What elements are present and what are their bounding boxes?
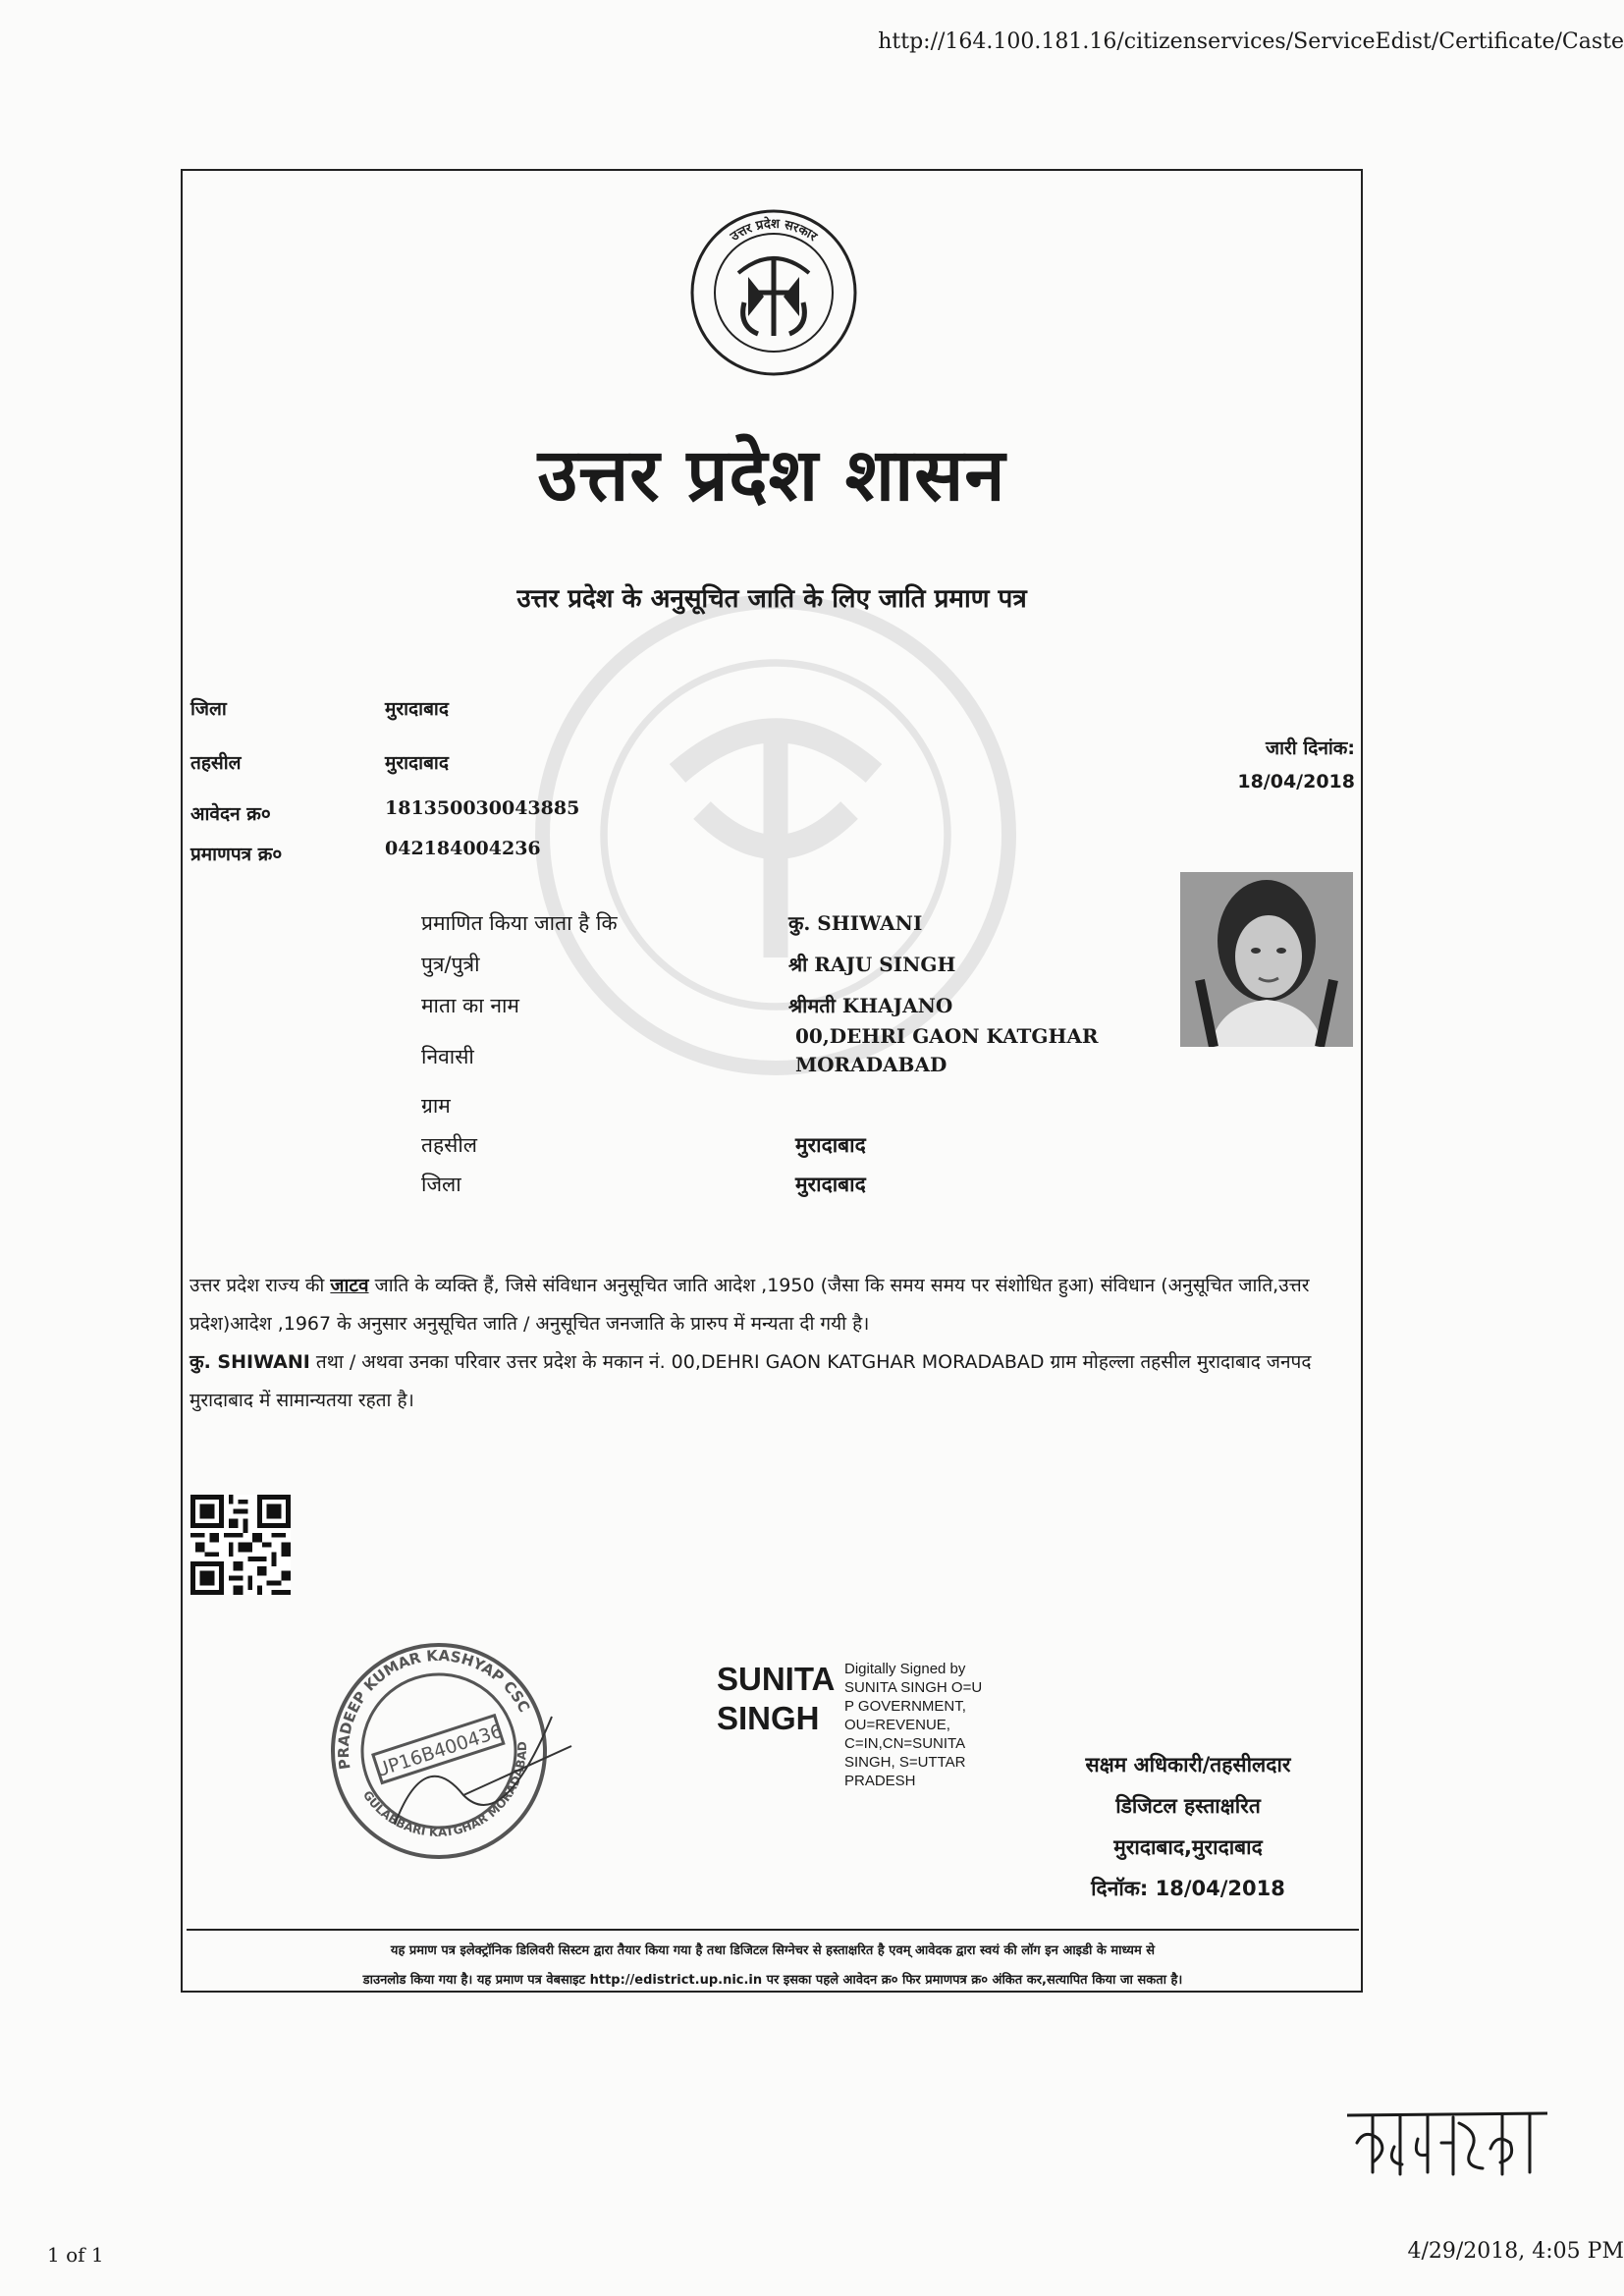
emblem-text: उत्तर प्रदेश सरकार — [728, 216, 820, 245]
applicant-photo — [1180, 872, 1353, 1047]
mother-label: माता का नाम — [421, 994, 519, 1017]
father-name: श्री RAJU SINGH — [788, 953, 956, 976]
mother-name: श्रीमती KHAJANO — [788, 994, 953, 1017]
tehsil-value: मुरादाबाद — [385, 752, 449, 774]
certificate-number: 042184004236 — [385, 838, 541, 859]
resident-label: निवासी — [421, 1045, 474, 1068]
residence-person-name: कु. SHIWANI — [189, 1351, 310, 1373]
stamp-bottom-text: GULABBARI KATGHAR MORADABAD — [359, 1741, 530, 1839]
stamp-center-id: UP16B400436 — [372, 1720, 506, 1782]
authority-place: मुरादाबाद,मुरादाबाद — [1113, 1835, 1263, 1859]
authority-signed-note: डिजिटल हस्ताक्षरित — [1115, 1794, 1261, 1818]
person-district-label: जिला — [421, 1173, 461, 1196]
svg-text:उत्तर प्रदेश सरकार — [728, 216, 821, 246]
digital-signer-name: SUNITA SINGH — [717, 1661, 836, 1736]
up-government-emblem-icon — [689, 208, 858, 377]
verification-note: यह प्रमाण पत्र इलेक्ट्रॉनिक डिलिवरी सिस्टम द्वारा तैयार किया गया है तथा डिजिटल सिग्नेचर से हस्ताक्षरित है एवम् आवेदक द्वारा स्वयं की लॉग इन आइडी के माध्यम से डाउनलोड किया गया है। यह प्रमाण पत्र वेबसाइट http://edistrict.up.nic.in पर इसका पहले आवेदन क्र० फिर प्रमाणपत्र क्र० अंकित कर,सत्यापित किया जा सकता है। — [187, 1929, 1359, 1995]
government-title: उत्तर प्रदेश शासन — [537, 433, 1006, 518]
person-district-value: मुरादाबाद — [795, 1173, 866, 1196]
application-number-label: आवेदन क्र० — [190, 803, 271, 825]
village-label: ग्राम — [421, 1094, 451, 1118]
authority-date: दिनॉक: 18/04/2018 — [1091, 1877, 1285, 1900]
stamp-outer-text: PRADEEP KUMAR KASHYAP CSC — [334, 1646, 534, 1772]
parent-label: पुत्र/पुत्री — [421, 953, 480, 976]
qr-code — [190, 1495, 291, 1595]
district-label: जिला — [190, 698, 227, 720]
digital-signature-details: Digitally Signed by SUNITA SINGH O=U P GOVERNMENT, OU=REVENUE, C=IN,CN=SUNITA SINGH, S=UTTAR PRADESH — [844, 1661, 983, 1789]
applicant-name: कु. SHIWANI — [788, 911, 923, 935]
address-line-2: MORADABAD — [795, 1053, 947, 1076]
csc-stamp — [316, 1628, 581, 1864]
application-number: 181350030043885 — [385, 797, 580, 819]
signing-authority — [1041, 1744, 1335, 1909]
certificate-number-label: प्रमाणपत्र क्र० — [190, 844, 283, 865]
person-tehsil-label: तहसील — [421, 1133, 477, 1157]
print-url: http://164.100.181.16/citizenservices/ServiceEdist/Certificate/Caste — [878, 29, 1624, 54]
print-timestamp: 4/29/2018, 4:05 PM — [1407, 2239, 1624, 2264]
page-count: 1 of 1 — [47, 2243, 104, 2267]
issue-date-block — [1237, 732, 1355, 798]
tehsil-label: तहसील — [190, 752, 242, 774]
authority-role: सक्षम अधिकारी/तहसीलदार — [1085, 1753, 1291, 1777]
issue-date: 18/04/2018 — [1237, 771, 1355, 793]
issue-date-label: जारी दिनांक: — [1266, 738, 1355, 759]
address-line-1: 00,DEHRI GAON KATGHAR — [795, 1024, 1099, 1048]
district-value: मुरादाबाद — [385, 698, 449, 720]
certificate-subtitle: उत्तर प्रदेश के अनुसूचित जाति के लिए जाति प्रमाण पत्र — [516, 584, 1027, 614]
residence-paragraph: कु. SHIWANI तथा / अथवा उनका परिवार उत्तर प्रदेश के मकान नं. 00,DEHRI GAON KATGHAR MORADABAD ग्राम मोहल्ला तहसील मुरादाबाद जनपद मुरादाबाद में सामान्यतया रहता है। — [189, 1351, 1312, 1411]
person-tehsil-value: मुरादाबाद — [795, 1133, 866, 1157]
caste-name: जाटव — [330, 1275, 369, 1296]
certificate-body — [189, 1267, 1358, 1420]
caste-paragraph: उत्तर प्रदेश राज्य की जाटव जाति के व्यक्ति हैं, जिसे संविधान अनुसूचित जाति आदेश ,1950 (जैसा कि समय समय पर संशोधित हुआ) संविधान (अनुसूचित जाति,उत्तर प्रदेश)आदेश ,1967 के अनुसार अनुसूचित जाति / अनुसूचित जनजाति के प्रारुप में मन्यता दी गयी है। — [189, 1275, 1310, 1335]
handwritten-signature — [1343, 2104, 1551, 2182]
certified-label: प्रमाणित किया जाता है कि — [421, 911, 618, 935]
